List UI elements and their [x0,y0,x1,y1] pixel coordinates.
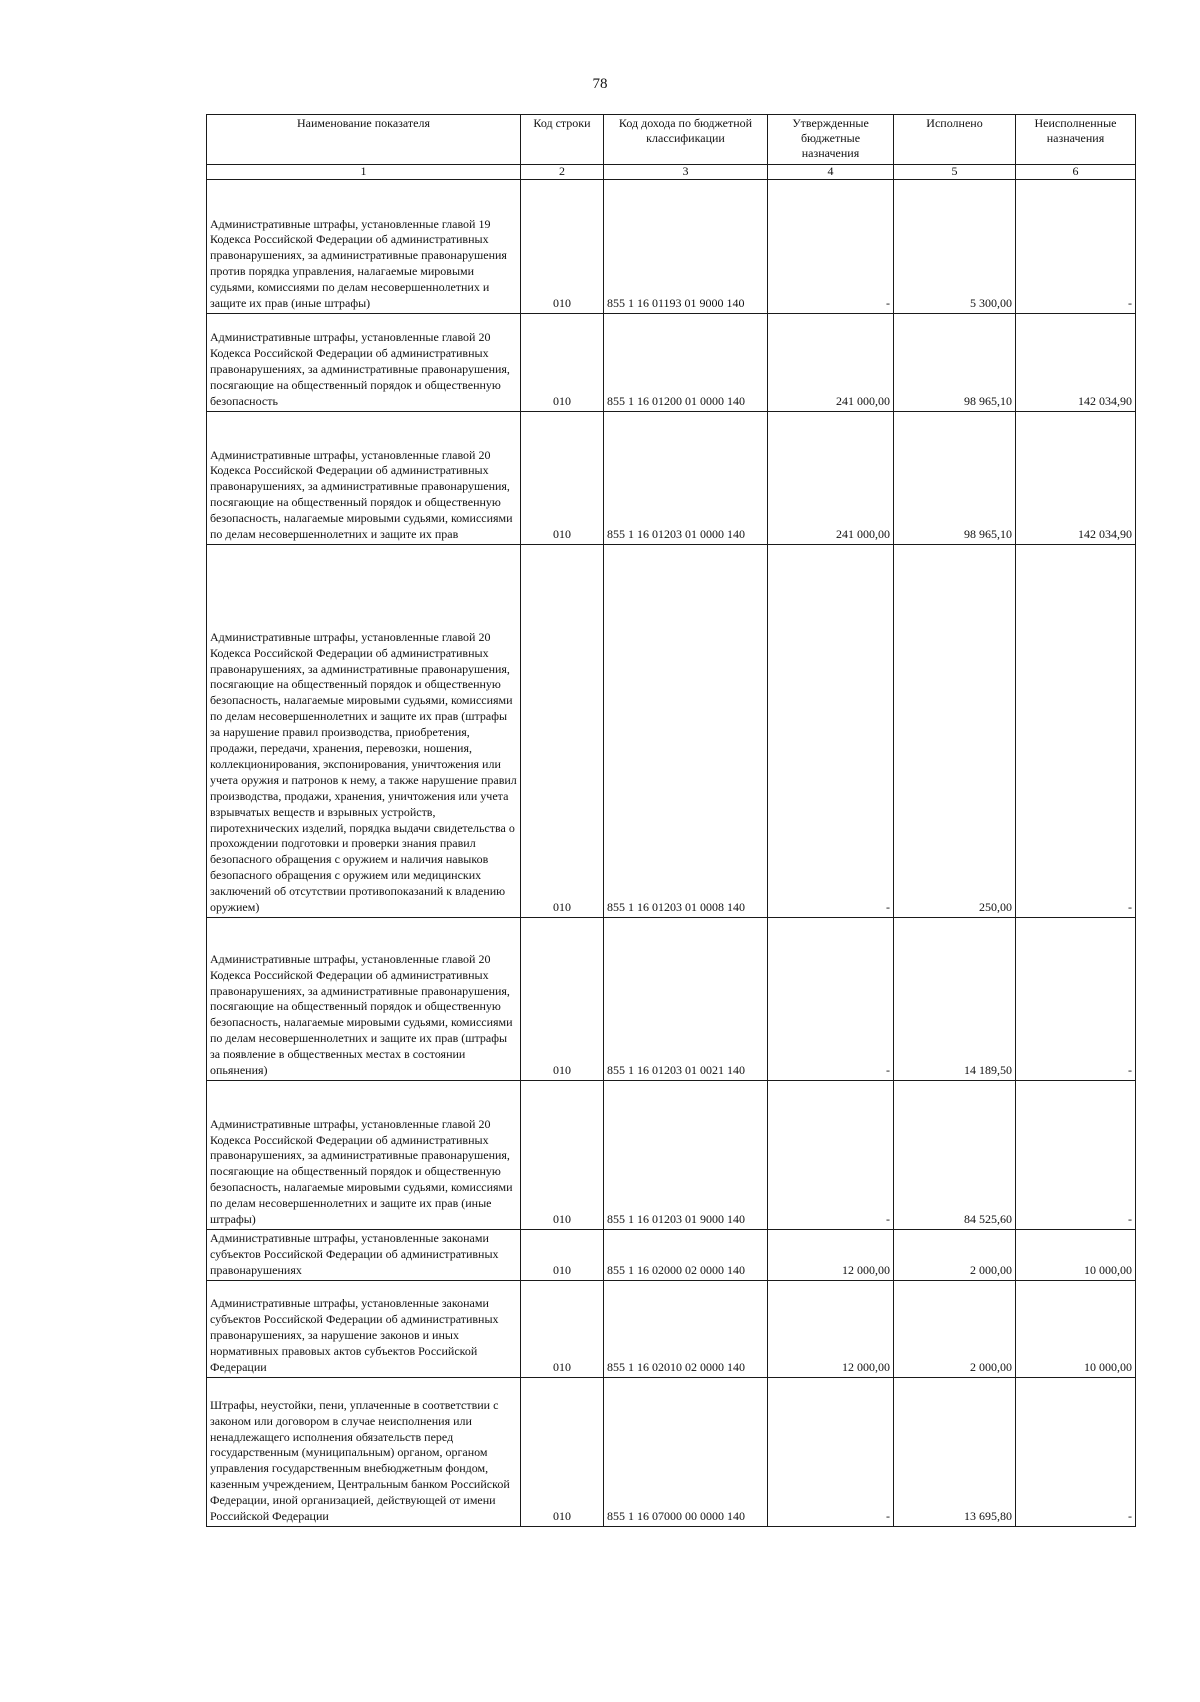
approved-amount: - [768,1081,894,1230]
income-code: 855 1 16 07000 00 0000 140 [604,1378,768,1527]
income-code: 855 1 16 01203 01 0000 140 [604,412,768,545]
income-code: 855 1 16 02010 02 0000 140 [604,1281,768,1378]
indicator-name: Административные штрафы, установленные главой 19 Кодекса Российской Федерации об административных правонарушениях, за административные правонарушения против порядка управления, налагаемые мировыми судьями, комиссиями по делам несовершеннолетних и защите их прав (иные штрафы) [207,180,521,314]
approved-amount: 241 000,00 [768,314,894,412]
table-row [207,314,1136,412]
column-header-line-code: Код строки [521,115,604,165]
executed-amount: 98 965,10 [894,314,1016,412]
unexecuted-amount: - [1016,1378,1136,1527]
executed-amount: 250,00 [894,545,1016,918]
table-row [207,1378,1136,1527]
executed-amount: 84 525,60 [894,1081,1016,1230]
column-header-approved: Утвержденные бюджетные назначения [768,115,894,165]
approved-amount: 12 000,00 [768,1230,894,1281]
line-code: 010 [521,1081,604,1230]
indicator-name: Административные штрафы, установленные главой 20 Кодекса Российской Федерации об административных правонарушениях, за административные правонарушения, посягающие на общественный порядок и общественную безопасность, налагаемые мировыми судьями, комиссиями по делам несовершеннолетних и защите их прав (штрафы за появление в общественных местах в состоянии опьянения) [207,918,521,1081]
table-row [207,1230,1136,1281]
line-code: 010 [521,1230,604,1281]
income-code: 855 1 16 02000 02 0000 140 [604,1230,768,1281]
executed-amount: 13 695,80 [894,1378,1016,1527]
column-header-name: Наименование показателя [207,115,521,165]
line-code: 010 [521,1281,604,1378]
column-number: 6 [1016,165,1136,180]
income-code: 855 1 16 01200 01 0000 140 [604,314,768,412]
column-header-unexecuted: Неисполненные назначения [1016,115,1136,165]
table-row [207,1081,1136,1230]
income-code: 855 1 16 01203 01 9000 140 [604,1081,768,1230]
unexecuted-amount: 10 000,00 [1016,1281,1136,1378]
executed-amount: 2 000,00 [894,1281,1016,1378]
budget-execution-table [206,114,1136,1527]
line-code: 010 [521,918,604,1081]
unexecuted-amount: - [1016,918,1136,1081]
executed-amount: 2 000,00 [894,1230,1016,1281]
unexecuted-amount: 10 000,00 [1016,1230,1136,1281]
table-row [207,180,1136,314]
line-code: 010 [521,1378,604,1527]
line-code: 010 [521,180,604,314]
approved-amount: - [768,180,894,314]
executed-amount: 98 965,10 [894,412,1016,545]
unexecuted-amount: 142 034,90 [1016,412,1136,545]
indicator-name: Административные штрафы, установленные главой 20 Кодекса Российской Федерации об административных правонарушениях, за административные правонарушения, посягающие на общественный порядок и общественную безопасность, налагаемые мировыми судьями, комиссиями по делам несовершеннолетних и защите их прав (иные штрафы) [207,1081,521,1230]
indicator-name: Штрафы, неустойки, пени, уплаченные в соответствии с законом или договором в случае неисполнения или ненадлежащего исполнения обязательств перед государственным (муниципальным) органом, органом управления государственным внебюджетным фондом, казенным учреждением, Центральным банком Российской Федерации, иной организацией, действующей от имени Российской Федерации [207,1378,521,1527]
column-number: 1 [207,165,521,180]
column-header-executed: Исполнено [894,115,1016,165]
indicator-name: Административные штрафы, установленные главой 20 Кодекса Российской Федерации об административных правонарушениях, за административные правонарушения, посягающие на общественный порядок и общественную безопасность [207,314,521,412]
column-number: 2 [521,165,604,180]
table-row [207,545,1136,918]
income-code: 855 1 16 01193 01 9000 140 [604,180,768,314]
income-code: 855 1 16 01203 01 0021 140 [604,918,768,1081]
approved-amount: - [768,918,894,1081]
column-number-row [207,165,1136,180]
unexecuted-amount: 142 034,90 [1016,314,1136,412]
column-header-income-code: Код дохода по бюджетной классификации [604,115,768,165]
unexecuted-amount: - [1016,545,1136,918]
indicator-name: Административные штрафы, установленные главой 20 Кодекса Российской Федерации об административных правонарушениях, за административные правонарушения, посягающие на общественный порядок и общественную безопасность, налагаемые мировыми судьями, комиссиями по делам несовершеннолетних и защите их прав (штрафы за нарушение правил производства, приобретения, продажи, передачи, хранения, перевозки, ношения, коллекционирования, экспонирования, уничтожения или учета оружия и патронов к нему, а также нарушение правил производства, продажи, хранения, уничтожения или учета взрывчатых веществ и взрывных устройств, пиротехнических изделий, порядка выдачи свидетельства о прохождении подготовки и проверки знания правил безопасного обращения с оружием и наличия навыков безопасного обращения с оружием или медицинских заключений об отсутствии противопоказаний к владению оружием) [207,545,521,918]
approved-amount: 12 000,00 [768,1281,894,1378]
column-number: 3 [604,165,768,180]
approved-amount: - [768,545,894,918]
table-row [207,412,1136,545]
indicator-name: Административные штрафы, установленные главой 20 Кодекса Российской Федерации об административных правонарушениях, за административные правонарушения, посягающие на общественный порядок и общественную безопасность, налагаемые мировыми судьями, комиссиями по делам несовершеннолетних и защите их прав [207,412,521,545]
income-code: 855 1 16 01203 01 0008 140 [604,545,768,918]
indicator-name: Административные штрафы, установленные законами субъектов Российской Федерации об административных правонарушениях, за нарушение законов и иных нормативных правовых актов субъектов Российской Федерации [207,1281,521,1378]
column-number: 4 [768,165,894,180]
unexecuted-amount: - [1016,1081,1136,1230]
approved-amount: - [768,1378,894,1527]
line-code: 010 [521,545,604,918]
table-row [207,918,1136,1081]
approved-amount: 241 000,00 [768,412,894,545]
indicator-name: Административные штрафы, установленные законами субъектов Российской Федерации об административных правонарушениях [207,1230,521,1281]
column-number: 5 [894,165,1016,180]
page-number: 78 [592,76,608,92]
table-row [207,1281,1136,1378]
line-code: 010 [521,314,604,412]
executed-amount: 5 300,00 [894,180,1016,314]
executed-amount: 14 189,50 [894,918,1016,1081]
line-code: 010 [521,412,604,545]
header-row [207,115,1136,165]
unexecuted-amount: - [1016,180,1136,314]
